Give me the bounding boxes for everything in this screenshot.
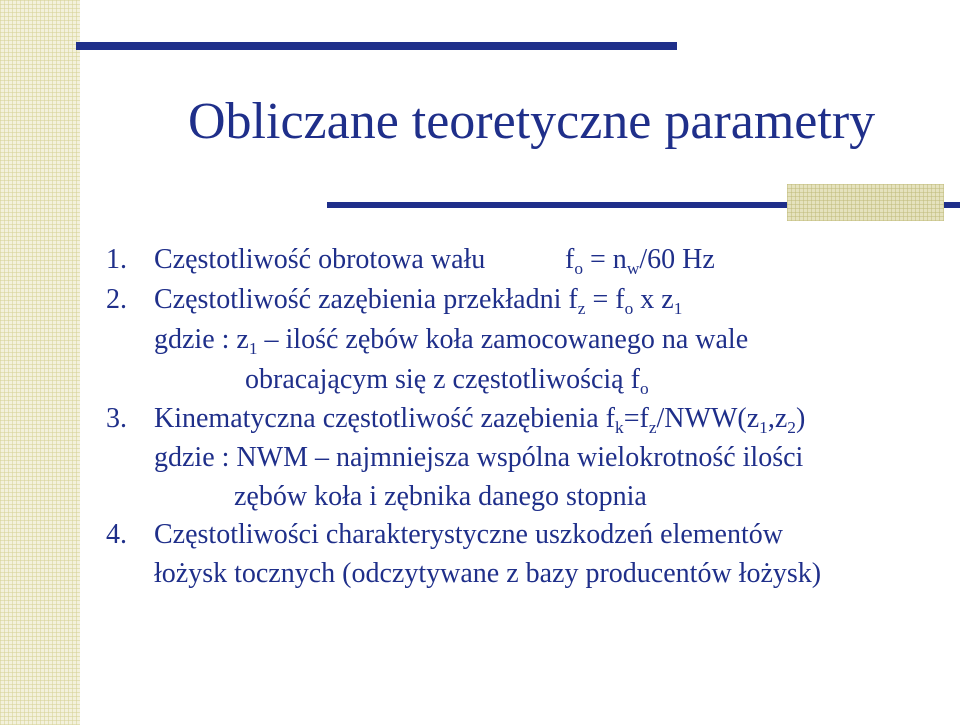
item-2-where: gdzie : $z_1$ – ilość zębów koła zamocowanego na wale: [154, 324, 749, 359]
item-4-text: Częstotliwości charakterystyczne uszkodzeń elementów: [154, 519, 783, 550]
item-4-number: 4.: [106, 519, 127, 550]
item-3-text: Kinematyczna częstotliwość zazębienia $f_k=f_z/NWW(z_1,z_2)$: [154, 403, 806, 438]
item-1-formula: $f_o = n_w/60$ Hz: [565, 244, 715, 279]
item-2-number: 2.: [106, 284, 127, 315]
item-3-where: gdzie : NWM – najmniejsza wspólna wielokrotność ilości: [154, 442, 804, 473]
item-1-text: Częstotliwość obrotowa wału: [154, 244, 486, 275]
item-4-text-continued: łożysk tocznych (odczytywane z bazy producentów łożysk): [154, 558, 822, 589]
item-2-text: Częstotliwość zazębienia przekładni $f_z = f_o$ x $z_1$: [154, 284, 683, 319]
item-3-number: 3.: [106, 403, 127, 434]
item-2-where-continued: obracającym się z częstotliwością $f_o$: [245, 364, 649, 399]
item-1-number: 1.: [106, 244, 127, 275]
item-3-where-continued: zębów koła i zębnika danego stopnia: [234, 481, 647, 512]
slide-title: Obliczane teoretyczne parametry: [188, 93, 876, 150]
